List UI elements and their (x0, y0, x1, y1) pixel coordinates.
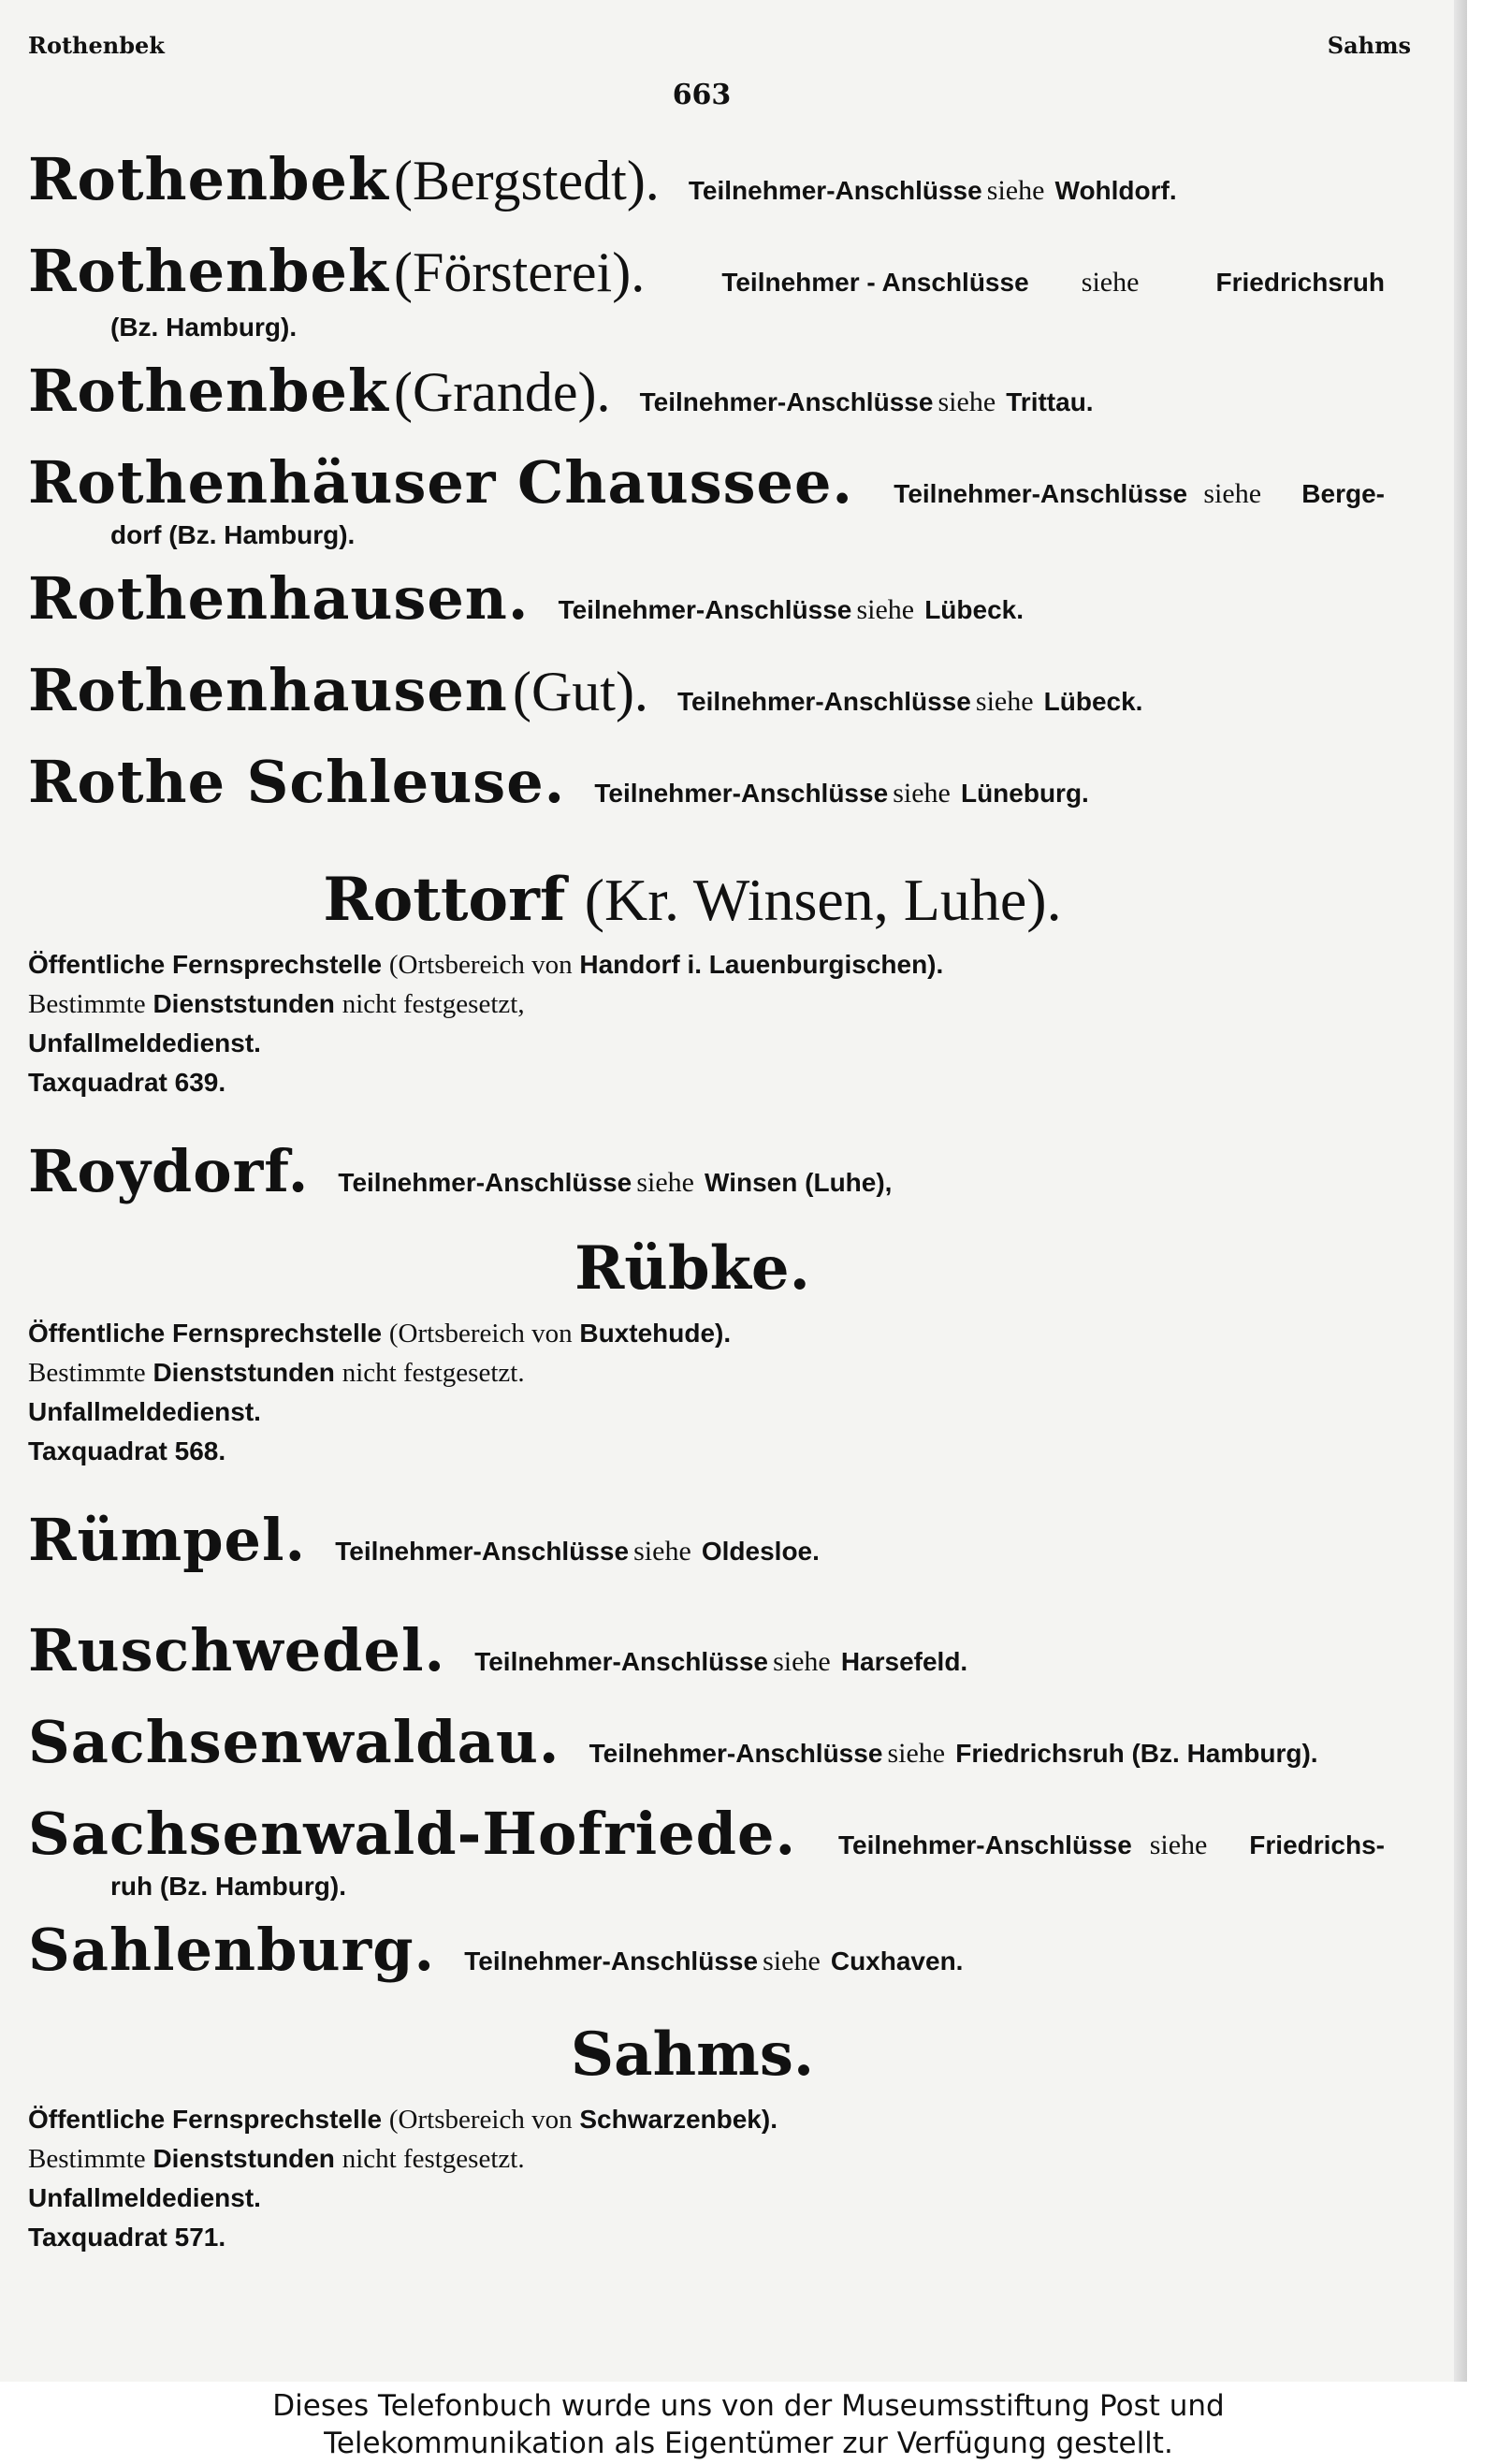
section-line (28, 984, 1385, 1024)
entry-siehe: siehe (1203, 478, 1262, 509)
attribution-footer (0, 2382, 1497, 2464)
directory-entry (28, 145, 1385, 225)
directory-entry (28, 237, 1385, 344)
entry-siehe: siehe (986, 175, 1045, 206)
entry-note: Teilnehmer-Anschlüsse (594, 779, 889, 808)
section-sahms (28, 2019, 1385, 2257)
line-text: Bestimmte (28, 1358, 146, 1388)
entry-note: Teilnehmer-Anschlüsse (464, 1946, 759, 1976)
entry-note: Teilnehmer-Anschlüsse (688, 176, 982, 205)
entry-name: Rothenhäuser Chaussee. (28, 448, 854, 517)
entry-siehe: siehe (1081, 267, 1140, 298)
footer-line-1: Dieses Telefonbuch wurde uns von der Museumsstiftung Post und (272, 2389, 1225, 2423)
section-name: Rottorf (323, 865, 566, 935)
directory-entry (28, 1916, 1385, 1995)
entry-name: Rothenbek (28, 357, 389, 425)
entry-reference: Trittau. (1006, 387, 1094, 416)
line-text: nicht festgesetzt, (342, 989, 525, 1019)
section-line (28, 1353, 1385, 1392)
footer-line-2: Telekommunikation als Eigentümer zur Verfügung gestellt. (324, 2427, 1173, 2460)
entry-name: Roydorf. (28, 1137, 310, 1205)
directory-entry (28, 656, 1385, 736)
directory-entry (28, 1708, 1385, 1787)
section-line: Taxquadrat 639. (28, 1068, 226, 1097)
entry-name: Rothenbek (28, 145, 389, 213)
entry-reference: Lübeck. (1043, 687, 1143, 716)
entry-continuation: (Bz. Hamburg). (110, 313, 298, 342)
section-line (28, 1314, 1385, 1353)
section-line: Unfallmeldedienst. (28, 2183, 261, 2212)
entry-note: Teilnehmer-Anschlüsse (335, 1537, 630, 1566)
entry-name: Rothe Schleuse. (28, 748, 566, 816)
section-qualifier: (Kr. Winsen, Luhe). (584, 867, 1062, 933)
running-head-left: Rothenbek (28, 32, 165, 59)
section-line (28, 2139, 1385, 2179)
line-text: (Ortsbereich von (388, 950, 573, 980)
section-line: Unfallmeldedienst. (28, 1397, 261, 1426)
directory-entry (28, 357, 1385, 436)
entry-note: Teilnehmer-Anschlüsse (589, 1739, 883, 1768)
entry-siehe: siehe (633, 1536, 691, 1567)
entry-reference: Wohldorf. (1054, 176, 1177, 205)
line-text: Dienststunden (153, 989, 335, 1018)
entry-reference: Friedrichsruh (Bz. Hamburg). (955, 1739, 1318, 1768)
section-name: Rübke. (574, 1233, 810, 1304)
entry-reference: Lüneburg. (960, 779, 1089, 808)
entry-note: Teilnehmer-Anschlüsse (894, 479, 1188, 508)
section-line (28, 945, 1385, 984)
entry-name: Rothenhausen (28, 656, 508, 724)
entry-name: Sachsenwaldau. (28, 1708, 560, 1776)
section-name: Sahms. (570, 2019, 815, 2090)
entry-name: Rümpel. (28, 1506, 307, 1574)
directory-entry (28, 1506, 1385, 1585)
entry-reference: Harsefeld. (840, 1647, 968, 1676)
entry-siehe: siehe (887, 1738, 946, 1769)
entry-continuation: dorf (Bz. Hamburg). (110, 520, 356, 549)
directory-entry (28, 448, 1385, 552)
directory-entry (28, 1616, 1385, 1696)
entry-name: Sahlenburg. (28, 1916, 436, 1984)
directory-content (28, 145, 1385, 2296)
section-line (28, 2100, 1385, 2139)
section-line: Unfallmeldedienst. (28, 1028, 261, 1057)
entry-siehe: siehe (763, 1946, 821, 1976)
entry-name: Ruschwedel. (28, 1616, 446, 1684)
entry-reference: Lübeck. (924, 595, 1024, 624)
section-line: Taxquadrat 571. (28, 2223, 226, 2252)
line-text: (Ortsbereich von (388, 2105, 573, 2135)
directory-entry (28, 1137, 1385, 1217)
entry-note: Teilnehmer-Anschlüsse (677, 687, 971, 716)
entry-siehe: siehe (773, 1646, 831, 1677)
entry-qualifier: (Försterei). (393, 241, 646, 303)
entry-note: Teilnehmer-Anschlüsse (639, 387, 934, 416)
entry-siehe: siehe (975, 686, 1034, 717)
entry-reference: Friedrichs- (1249, 1830, 1385, 1859)
line-text: Dienststunden (153, 1358, 335, 1387)
directory-entry (28, 564, 1385, 644)
line-text: Bestimmte (28, 989, 146, 1019)
section-line: Taxquadrat 568. (28, 1436, 226, 1465)
line-text: nicht festgesetzt. (342, 1358, 525, 1388)
line-text: Öffentliche Fernsprechstelle (28, 2105, 383, 2134)
line-text: Schwarzenbek). (579, 2105, 778, 2134)
entry-name: Rothenhausen. (28, 564, 530, 633)
entry-note: Teilnehmer-Anschlüsse (338, 1168, 632, 1197)
running-head (28, 32, 1411, 60)
entry-reference: Winsen (Luhe), (705, 1168, 893, 1197)
entry-note: Teilnehmer - Anschlüsse (721, 268, 1029, 297)
entry-reference: Berge- (1301, 479, 1385, 508)
section-title (28, 865, 1385, 936)
line-text: (Ortsbereich von (388, 1319, 573, 1349)
entry-qualifier: (Gut). (512, 661, 648, 722)
section-rottorf (28, 865, 1385, 1102)
section-title (28, 1233, 1385, 1305)
entry-name: Rothenbek (28, 237, 389, 305)
section-title (28, 2019, 1385, 2091)
line-text: Öffentliche Fernsprechstelle (28, 1319, 383, 1348)
line-text: nicht festgesetzt. (342, 2144, 525, 2174)
line-text: Bestimmte (28, 2144, 146, 2174)
entry-siehe: siehe (1149, 1830, 1208, 1860)
entry-reference: Friedrichsruh (1215, 268, 1385, 297)
entry-qualifier: (Bergstedt). (393, 150, 660, 211)
entry-note: Teilnehmer-Anschlüsse (837, 1830, 1132, 1859)
line-text: Buxtehude). (579, 1319, 732, 1348)
entry-siehe: siehe (636, 1167, 694, 1198)
page-number: 663 (672, 79, 732, 111)
line-text: Dienststunden (153, 2144, 335, 2173)
entry-note: Teilnehmer-Anschlüsse (558, 595, 852, 624)
entry-siehe: siehe (937, 386, 996, 417)
entry-reference: Oldesloe. (701, 1537, 820, 1566)
section-ruebke (28, 1233, 1385, 1471)
entry-note: Teilnehmer-Anschlüsse (474, 1647, 768, 1676)
entry-reference: Cuxhaven. (830, 1946, 964, 1976)
entry-qualifier: (Grande). (393, 361, 611, 423)
entry-continuation: ruh (Bz. Hamburg). (110, 1872, 346, 1901)
entry-siehe: siehe (893, 778, 951, 809)
entry-siehe: siehe (856, 594, 915, 625)
directory-entry (28, 748, 1385, 827)
line-text: Öffentliche Fernsprechstelle (28, 950, 383, 979)
entry-name: Sachsenwald-Hofriede. (28, 1800, 797, 1868)
line-text: Handorf i. Lauenburgischen). (579, 950, 944, 979)
directory-entry (28, 1800, 1385, 1903)
running-head-right: Sahms (1327, 32, 1411, 59)
